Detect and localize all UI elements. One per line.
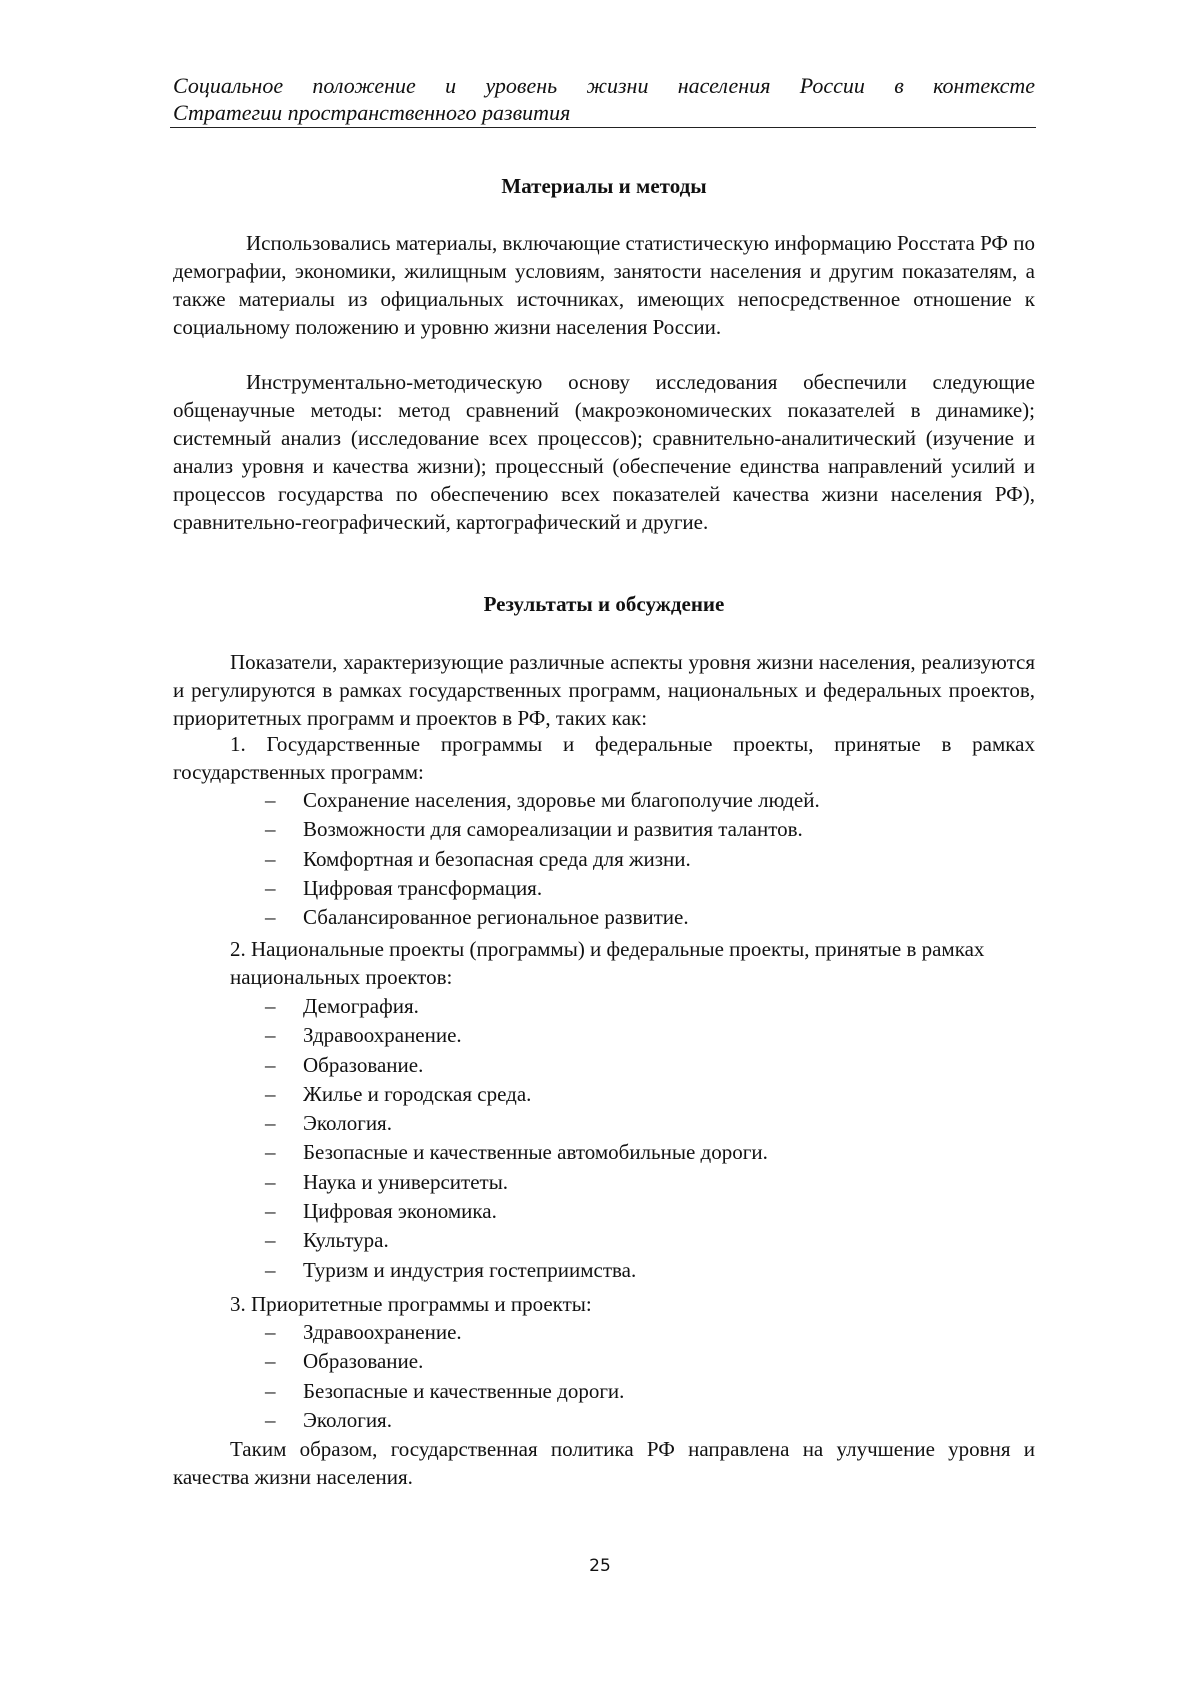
list-item-text: Жилье и городская среда.: [303, 1081, 532, 1106]
dash-marker: –: [265, 1378, 276, 1403]
list-item-text: Возможности для самореализации и развития талантов.: [303, 817, 803, 842]
list-item-text: Цифровая экономика.: [303, 1199, 497, 1224]
dash-marker: –: [265, 1169, 276, 1194]
dash-marker: –: [265, 1320, 276, 1344]
list-state-programs: [265, 786, 820, 932]
section-title-methods: Материалы и методы: [501, 174, 707, 198]
running-header-line-1: Социальное положение и уровень жизни населения России в контексте: [173, 73, 1035, 98]
results-intro-paragraph: Показатели, характеризующие различные аспекты уровня жизни населения, реализуются и регулируются в рамках государственных программ, национальных и федеральных проектов, приоритетных программ и проектов в РФ, таких как:: [173, 650, 1035, 730]
dash-marker: –: [265, 905, 276, 930]
dash-marker: –: [265, 1140, 276, 1165]
dash-marker: –: [265, 994, 276, 1018]
list-item-text: Комфортная и безопасная среда для жизни.: [303, 846, 691, 871]
methods-paragraph-1: Использовались материалы, включающие статистическую информацию Росстата РФ по демографии, экономики, жилищным условиям, занятости населения и другим показателям, а также материалы из официальных источниках, имеющих непосредственное отношение к социальному положению и уровню жизни населения России.: [173, 231, 1035, 339]
list-item: [265, 1109, 768, 1138]
list-item-text: Безопасные и качественные автомобильные дороги.: [303, 1140, 768, 1165]
section-title-results: Результаты и обсуждение: [483, 592, 725, 616]
list-item: [265, 1377, 624, 1406]
list-item: [265, 903, 820, 932]
dash-marker: –: [265, 846, 276, 871]
running-header: [173, 72, 1035, 126]
list-item-text: Цифровая трансформация.: [303, 875, 543, 900]
list-item: [265, 874, 820, 903]
running-header-line-2: Стратегии пространственного развития: [173, 100, 571, 125]
list-item-text: Сохранение населения, здоровье ми благополучие людей.: [303, 788, 820, 812]
list-item: [265, 1138, 768, 1167]
list-item-text: Наука и университеты.: [303, 1169, 509, 1194]
dash-marker: –: [265, 1111, 276, 1136]
numbered-item-1: 1. Государственные программы и федеральные проекты, принятые в рамках государственных программ:: [173, 732, 1035, 784]
list-item: [265, 1021, 768, 1050]
list-item-text: Демография.: [303, 994, 419, 1018]
list-item: [265, 845, 820, 874]
dash-marker: –: [265, 788, 276, 812]
list-item-text: Здравоохранение.: [303, 1023, 462, 1048]
dash-marker: –: [265, 1349, 276, 1374]
list-item: [265, 815, 820, 844]
list-item-text: Образование.: [303, 1349, 424, 1374]
list-item: [265, 992, 768, 1021]
list-item-text: Экология.: [303, 1407, 392, 1432]
list-item: [265, 1168, 768, 1197]
dash-marker: –: [265, 1081, 276, 1106]
conclusion-paragraph: Таким образом, государственная политика РФ направлена на улучшение уровня и качества жизни населения.: [173, 1437, 1035, 1489]
list-item-text: Сбалансированное региональное развитие.: [303, 905, 689, 930]
dash-marker: –: [265, 1023, 276, 1048]
list-item-text: Туризм и индустрия гостеприимства.: [303, 1257, 637, 1282]
list-item: [265, 1080, 768, 1109]
dash-marker: –: [265, 1257, 276, 1282]
numbered-item-2: 2. Национальные проекты (программы) и федеральные проекты, принятые в рамках национальных проектов:: [230, 937, 985, 989]
list-item-text: Безопасные и качественные дороги.: [303, 1378, 625, 1403]
page-number: 25: [589, 1556, 611, 1576]
header-divider: [170, 127, 1036, 128]
list-item-text: Культура.: [303, 1228, 389, 1253]
dash-marker: –: [265, 817, 276, 842]
list-item-text: Образование.: [303, 1052, 424, 1077]
list-item: [265, 1406, 624, 1435]
numbered-item-3: 3. Приоритетные программы и проекты:: [230, 1292, 592, 1316]
list-item-text: Здравоохранение.: [303, 1320, 462, 1344]
list-item: [265, 1051, 768, 1080]
list-item: [265, 1197, 768, 1226]
dash-marker: –: [265, 1407, 276, 1432]
dash-marker: –: [265, 1052, 276, 1077]
list-priority-programs: [265, 1318, 624, 1435]
list-item: [265, 1347, 624, 1376]
list-national-projects: [265, 992, 768, 1285]
dash-marker: –: [265, 1199, 276, 1224]
methods-paragraph-2: Инструментально-методическую основу исследования обеспечили следующие общенаучные методы: метод сравнений (макроэкономических показателей в динамике); системный анализ (исследование всех процессов); сравнительно-аналитический (изучение и анализ уровня и качества жизни); процессный (обеспечение единства направлений усилий и процессов государства по обеспечению всех показателей качества жизни населения РФ), сравнительно-географический, картографический и другие.: [173, 370, 1035, 534]
list-item: [265, 1256, 768, 1285]
dash-marker: –: [265, 1228, 276, 1253]
list-item: [265, 786, 820, 815]
list-item: [265, 1226, 768, 1255]
list-item-text: Экология.: [303, 1111, 392, 1136]
dash-marker: –: [265, 875, 276, 900]
list-item: [265, 1318, 624, 1347]
